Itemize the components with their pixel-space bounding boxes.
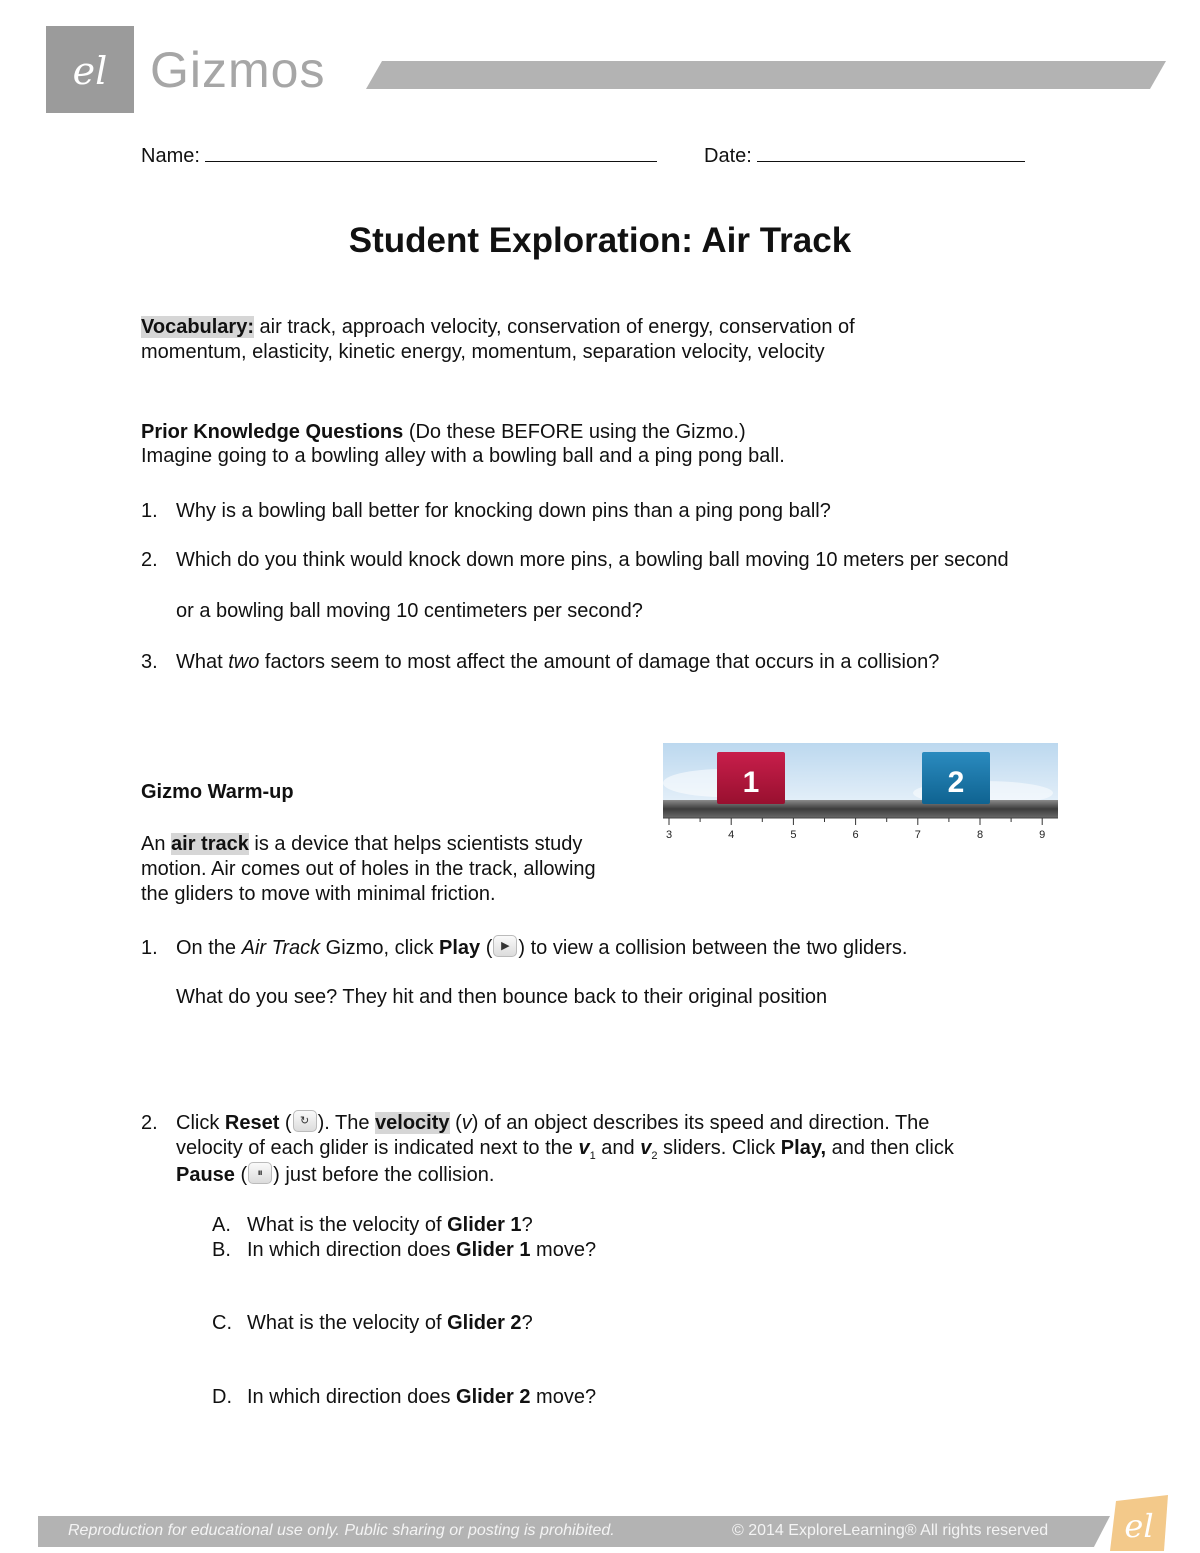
warmup-text: An [141, 833, 172, 855]
warmup-question-1 [141, 935, 908, 961]
question-number: 2. [141, 549, 158, 571]
air-track-figure [663, 743, 1058, 843]
prior-question-2-cont: or a bowling ball moving 10 centimeters per second? [176, 600, 643, 622]
ruler-tick-label: 4 [728, 829, 735, 841]
warmup-heading-text: Gizmo Warm-up [141, 781, 294, 803]
name-field-row [141, 143, 657, 169]
sub-text: ? [521, 1312, 533, 1334]
footer-copyright: © 2014 ExploreLearning® All rights reserved [732, 1522, 1049, 1539]
subquestion-b [212, 1238, 596, 1263]
sub-text: In which direction does [247, 1239, 457, 1261]
ruler-ticks [666, 818, 1045, 841]
question-number: 3. [141, 651, 158, 673]
pause-icon [248, 1162, 272, 1184]
subquestion-c [212, 1311, 533, 1336]
question-text: ). The [317, 1112, 376, 1134]
subquestion-d [212, 1385, 596, 1410]
reset-icon [293, 1110, 317, 1132]
prior-heading-bold: Prior Knowledge Questions [141, 421, 404, 443]
question-text: Click [176, 1112, 225, 1134]
warmup-text: is a device that helps scientists study [248, 833, 583, 855]
ruler-tick-label: 8 [976, 829, 984, 841]
explorelearning-logo [46, 26, 134, 113]
question-text: and [595, 1137, 641, 1159]
sub-text: move? [530, 1386, 597, 1408]
date-field-row [704, 143, 1025, 169]
prior-heading-note: (Do these BEFORE using the Gizmo.) [403, 421, 746, 443]
vocabulary-label: Vocabulary: [141, 316, 254, 338]
velocity-term: velocity [375, 1112, 450, 1134]
question-text: sliders. Click [657, 1137, 781, 1159]
ruler-tick-label: 3 [665, 829, 673, 841]
sub-text: What is the velocity of [247, 1214, 448, 1236]
sub-letter: D. [212, 1386, 232, 1408]
warmup-term: air track [171, 833, 249, 855]
prior-intro: Imagine going to a bowling alley with a bowling ball and a ping pong ball. [141, 445, 785, 467]
paren: ( [449, 1112, 462, 1134]
page-title: Student Exploration: Air Track [348, 221, 852, 260]
sub-letter: B. [212, 1239, 231, 1261]
sub-text: What is the velocity of [247, 1312, 448, 1334]
prior-question-3 [141, 650, 939, 675]
question-text: ) just before the collision. [273, 1164, 495, 1186]
paren: ( [279, 1112, 292, 1134]
name-blank[interactable] [205, 143, 657, 162]
reset-label: Reset [224, 1112, 280, 1134]
warmup-heading [141, 780, 294, 805]
v2-symbol: v [640, 1137, 652, 1159]
sub-letter: C. [212, 1312, 232, 1334]
warmup-paragraph-line-1 [141, 832, 582, 857]
prior-knowledge-heading [141, 420, 746, 445]
glider-name: Glider 1 [447, 1214, 522, 1236]
v1-symbol: v [578, 1137, 590, 1159]
date-label: Date: [704, 145, 752, 167]
logo-text: el [72, 49, 108, 93]
question-number: 1. [141, 500, 158, 522]
question-number: 1. [141, 937, 158, 959]
glider-1-label: 1 [742, 766, 760, 799]
ruler-tick-label: 7 [914, 829, 921, 841]
reset-glyph: ↻ [299, 1115, 310, 1127]
v2-subscript: 2 [651, 1150, 658, 1162]
warmup-paragraph-line-3: the gliders to move with minimal friction. [141, 883, 496, 905]
question-text: Which do you think would knock down more pins, a bowling ball moving 10 meters per second [176, 549, 1009, 571]
footer-logo-icon [1104, 1493, 1174, 1553]
question-number: 2. [141, 1112, 158, 1134]
v1-subscript: 1 [589, 1150, 596, 1162]
sub-text: move? [530, 1239, 597, 1261]
paren: ( [234, 1164, 248, 1186]
prior-question-2 [141, 548, 1009, 573]
question-text: ) of an object describes its speed and direction. The [471, 1112, 930, 1134]
pause-glyph: ⏸ [257, 1167, 263, 1179]
warmup-question-2-line-3 [176, 1162, 494, 1188]
vocabulary-text-1: air track, approach velocity, conservation of energy, conservation of [254, 316, 855, 338]
vocabulary-line-1 [141, 315, 855, 340]
question-emphasis: two [228, 651, 260, 673]
sub-text: In which direction does [247, 1386, 457, 1408]
brand-name: Gizmos [150, 42, 326, 98]
paren: ( [480, 937, 493, 959]
glider-name: Glider 1 [456, 1239, 531, 1261]
sub-text: ? [521, 1214, 533, 1236]
sub-letter: A. [212, 1214, 231, 1236]
play-glyph: ▶ [501, 940, 510, 952]
ruler-tick-label: 9 [1039, 829, 1046, 841]
header-bar [366, 61, 1166, 89]
warmup-question-2-line-1 [141, 1110, 929, 1136]
subquestion-a [212, 1213, 533, 1238]
question-text: What [176, 651, 229, 673]
question-text: and then click [826, 1137, 954, 1159]
question-text: Gizmo, click [320, 937, 440, 959]
play-label: Play [439, 937, 481, 959]
glider-name: Glider 2 [456, 1386, 531, 1408]
date-blank[interactable] [757, 143, 1025, 162]
name-label: Name: [141, 145, 200, 167]
footer-disclaimer: Reproduction for educational use only. Public sharing or posting is prohibited. [68, 1522, 615, 1539]
ruler-tick-label: 6 [852, 829, 859, 841]
question-text: On the [176, 937, 242, 959]
footer-logo-text: el [1124, 1507, 1154, 1545]
prior-question-1 [141, 499, 831, 524]
question-text-end: factors seem to most affect the amount of damage that occurs in a collision? [259, 651, 940, 673]
velocity-symbol: v [461, 1112, 472, 1134]
glider-2-label: 2 [947, 766, 965, 799]
question-text: velocity of each glider is indicated next to the [176, 1137, 579, 1159]
vocabulary-line-2: momentum, elasticity, kinetic energy, momentum, separation velocity, velocity [141, 341, 825, 363]
ruler-tick-label: 5 [790, 829, 797, 841]
question-text: Why is a bowling ball better for knocking down pins than a ping pong ball? [176, 500, 831, 522]
play-label: Play, [780, 1137, 827, 1159]
gizmo-name: Air Track [241, 937, 321, 959]
glider-name: Glider 2 [447, 1312, 522, 1334]
warmup-answer-1: What do you see? They hit and then bounce back to their original position [176, 986, 828, 1008]
play-icon [493, 935, 517, 957]
question-text: ) to view a collision between the two gliders. [518, 937, 908, 959]
logo-el-mark [46, 26, 134, 113]
warmup-paragraph-line-2: motion. Air comes out of holes in the track, allowing [141, 858, 596, 880]
pause-label: Pause [176, 1164, 235, 1186]
